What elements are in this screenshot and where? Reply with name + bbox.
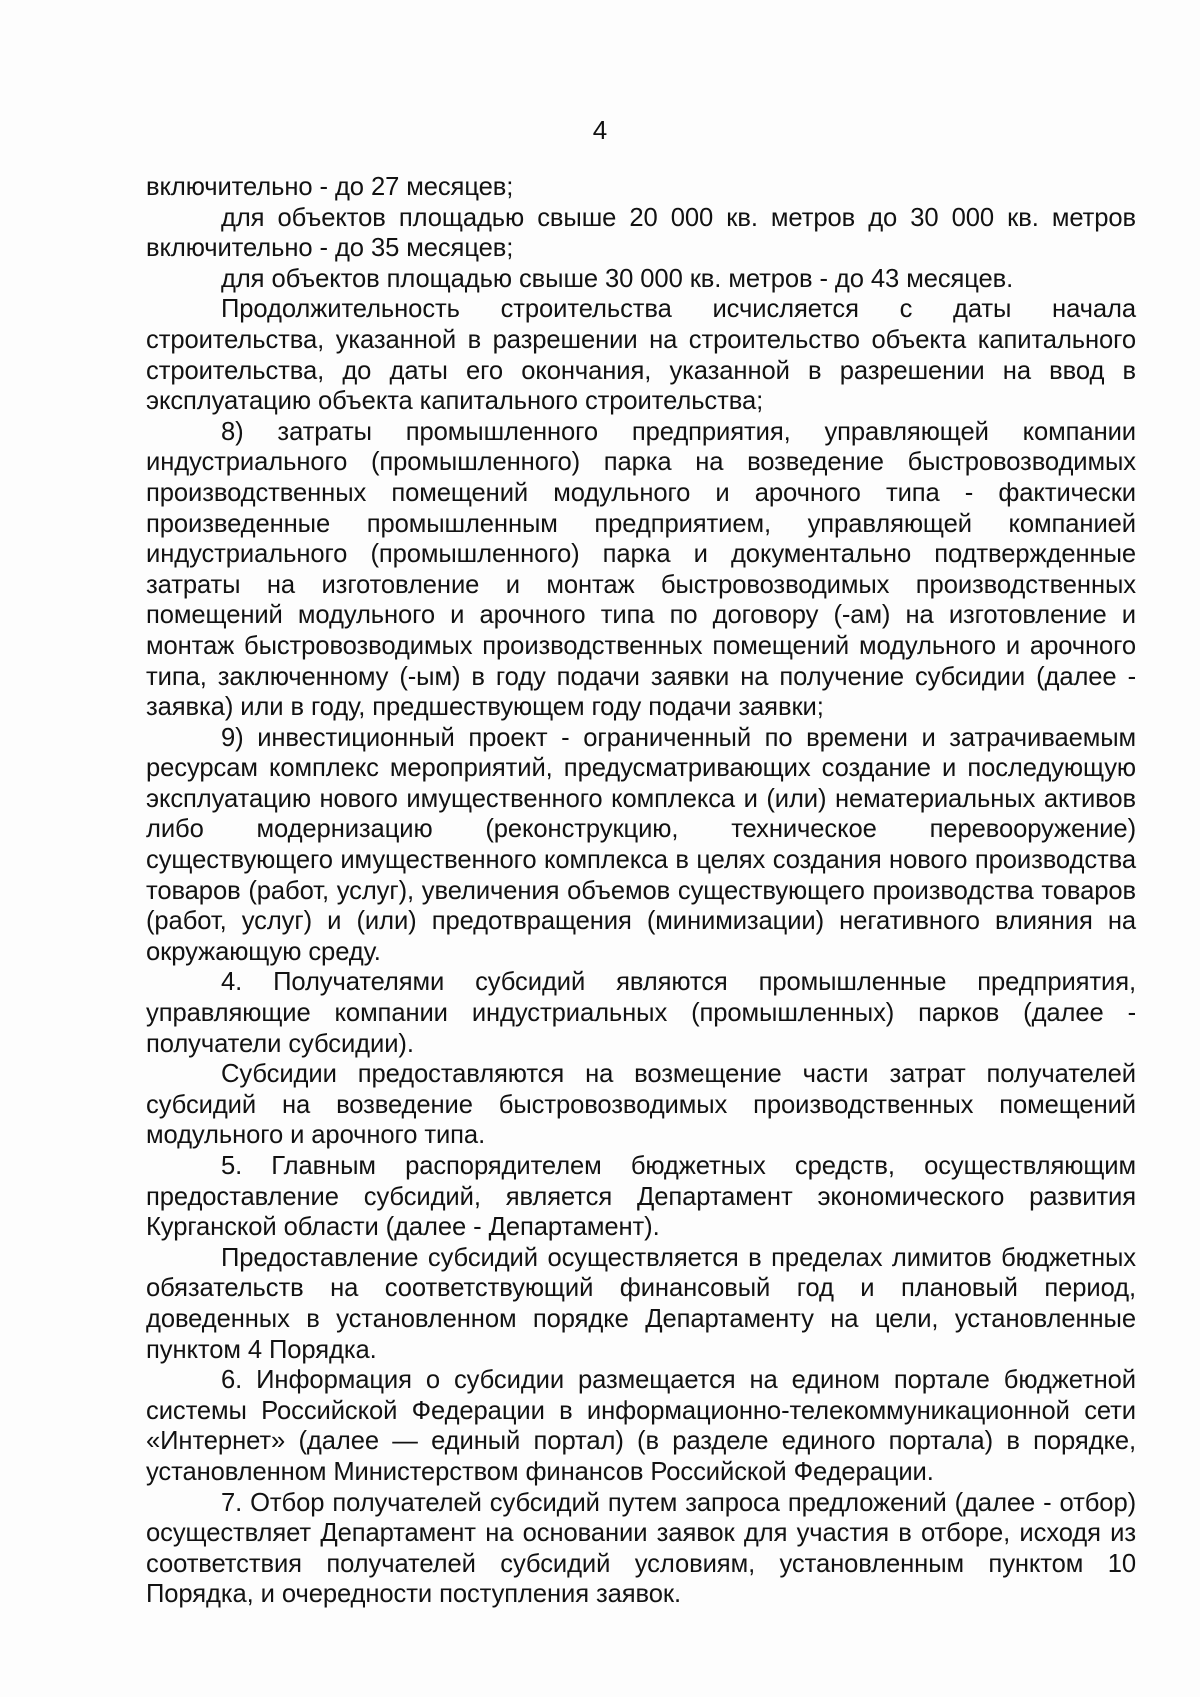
paragraph: 8) затраты промышленного предприятия, управляющей компании индустриального (промышленного) парка на возведение быстровозводимых производственных помещений модульного и арочного типа - фактически произведенные промышленным предприятием, управляющей компанией индустриального (промышленного) парка и документально подтвержденные затраты на изготовление и монтаж быстровозводимых производственных помещений модульного и арочного типа по договору (-ам) на изготовление и монтаж быстровозводимых производственных помещений модульного и арочного типа, заключенному (-ым) в году подачи заявки на получение субсидии (далее - заявка) или в году, предшествующем году подачи заявки;	[146, 417, 1136, 722]
paragraph: 6. Информация о субсидии размещается на едином портале бюджетной системы Российской Федерации в информационно-телекоммуникационной сети «Интернет» (далее — единый портал) (в разделе единого портала) в порядке, установленном Министерством финансов Российской Федерации.	[146, 1366, 1136, 1486]
paragraph: для объектов площадью свыше 30 000 кв. метров - до 43 месяцев.	[221, 264, 1014, 293]
paragraph: 5. Главным распорядителем бюджетных средств, осуществляющим предоставление субсидий, является Департамент экономического развития Курганской области (далее - Департамент).	[146, 1152, 1136, 1242]
paragraph: Продолжительность строительства исчисляется с даты начала строительства, указанной в разрешении на строительство объекта капитального строительства, до даты его окончания, указанной в разрешении на ввод в эксплуатацию объекта капитального строительства;	[146, 295, 1136, 416]
paragraph: Предоставление субсидий осуществляется в пределах лимитов бюджетных обязательств на соответствующий финансовый год и плановый период, доведенных в установленном порядке Департаменту на цели, установленные пунктом 4 Порядка.	[146, 1243, 1136, 1364]
paragraph: 9) инвестиционный проект - ограниченный по времени и затрачиваемым ресурсам комплекс мероприятий, предусматривающих создание и последующую эксплуатацию нового имущественного комплекса и (или) нематериальных активов либо модернизацию (реконструкцию, техническое перевооружение) существующего имущественного комплекса в целях создания нового производства товаров (работ, услуг), увеличения объемов существующего производства товаров (работ, услуг) и (или) предотвращения (минимизации) негативного влияния на окружающую среду.	[146, 723, 1136, 966]
paragraph: включительно - до 27 месяцев;	[146, 173, 514, 201]
page-number: 4	[592, 115, 608, 145]
paragraph: 7. Отбор получателей субсидий путем запроса предложений (далее - отбор) осуществляет Департамент на основании заявок для участия в отборе, исходя из соответствия получателей субсидий условиям, установленным пунктом 10 Порядка, и очередности поступления заявок.	[146, 1488, 1136, 1609]
document-body	[146, 172, 1136, 1610]
paragraph: 4. Получателями субсидий являются промышленные предприятия, управляющие компании индустриальных (промышленных) парков (далее - получатели субсидии).	[146, 968, 1136, 1058]
paragraph: для объектов площадью свыше 20 000 кв. метров до 30 000 кв. метров включительно - до 35 месяцев;	[146, 203, 1136, 263]
paragraph: Субсидии предоставляются на возмещение части затрат получателей субсидий на возведение быстровозводимых производственных помещений модульного и арочного типа.	[146, 1060, 1136, 1150]
